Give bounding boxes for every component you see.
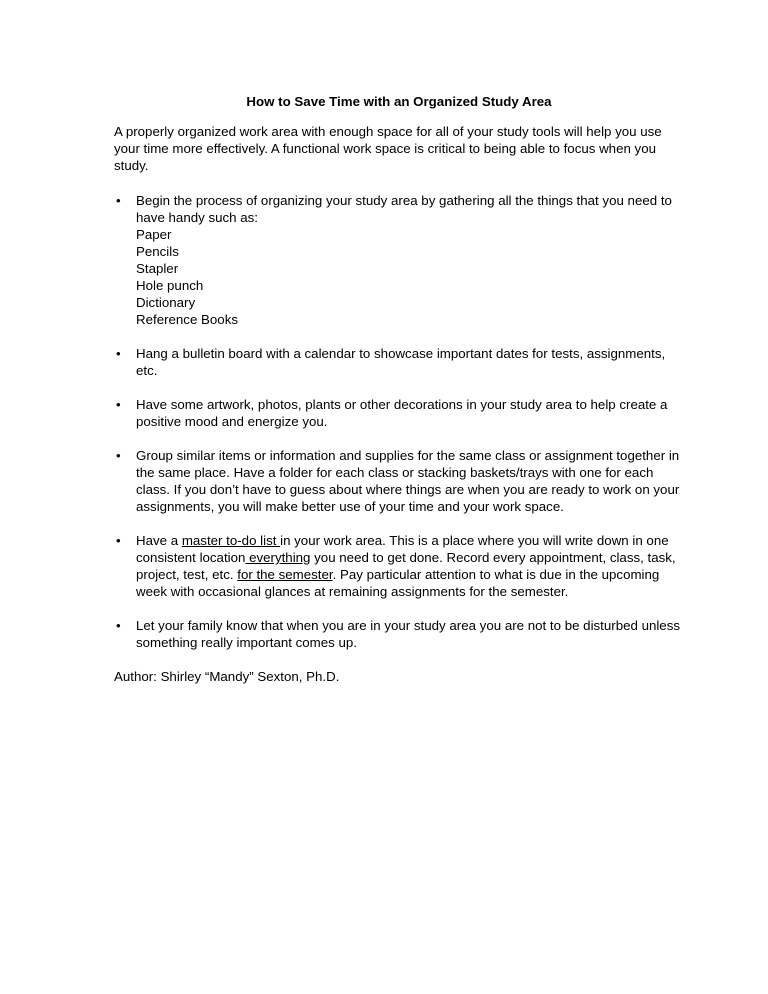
- list-item: [114, 345, 684, 379]
- supply-item: Reference Books: [136, 312, 238, 327]
- document-page: [114, 93, 684, 685]
- bullet-icon: •: [116, 448, 121, 463]
- bullet-text: Group similar items or information and supplies for the same class or assignment together in the same place. Have a folder for each class or stacking baskets/trays with one for each class. If you don’t have to guess about where things are when you are ready to work on your assignments, you will make better use of your time and your work space.: [136, 448, 680, 514]
- list-item: [114, 396, 684, 430]
- supply-item: Stapler: [136, 261, 179, 276]
- author-line: Author: Shirley “Mandy” Sexton, Ph.D.: [114, 669, 340, 684]
- bullet-text: Let your family know that when you are in your study area you are not to be disturbed unless something really important comes up.: [136, 618, 681, 650]
- list-item: [114, 532, 684, 600]
- bullet-text: [136, 532, 684, 600]
- supply-item: Pencils: [136, 244, 179, 259]
- supply-item: Paper: [136, 227, 172, 242]
- list-item: [114, 447, 684, 515]
- supply-list: [136, 226, 684, 328]
- text-run: you need to get done. Record every appointment, class, task, project, test, etc.: [136, 550, 676, 582]
- bullet-icon: •: [116, 397, 121, 412]
- underlined-text: master to-do list: [181, 533, 281, 548]
- supply-item: Hole punch: [136, 278, 204, 293]
- tips-list: [114, 192, 684, 651]
- underlined-text: for the semester: [237, 567, 333, 582]
- text-run: . Pay particular attention to what is due in the upcoming week with occasional glances at remaining assignments for the semester.: [136, 567, 660, 599]
- bullet-icon: •: [116, 346, 121, 361]
- bullet-icon: •: [116, 533, 121, 548]
- intro-paragraph: A properly organized work area with enough space for all of your study tools will help you use your time more effectively. A functional work space is critical to being able to focus when you study.: [114, 124, 662, 173]
- text-run: in your work area. This is a place where you will write down in one consistent location: [136, 533, 669, 565]
- document-title: How to Save Time with an Organized Study Area: [246, 94, 552, 109]
- list-item: [114, 617, 684, 651]
- bullet-icon: •: [116, 618, 121, 633]
- bullet-text: Have some artwork, photos, plants or other decorations in your study area to help create a positive mood and energize you.: [136, 397, 668, 429]
- supply-item: Dictionary: [136, 295, 196, 310]
- list-item: [114, 192, 684, 328]
- bullet-text: Hang a bulletin board with a calendar to showcase important dates for tests, assignments, etc.: [136, 346, 666, 378]
- underlined-text: everything: [245, 550, 311, 565]
- bullet-icon: •: [116, 193, 121, 208]
- text-run: Have a: [136, 533, 182, 548]
- bullet-text: Begin the process of organizing your study area by gathering all the things that you need to have handy such as:: [136, 193, 672, 225]
